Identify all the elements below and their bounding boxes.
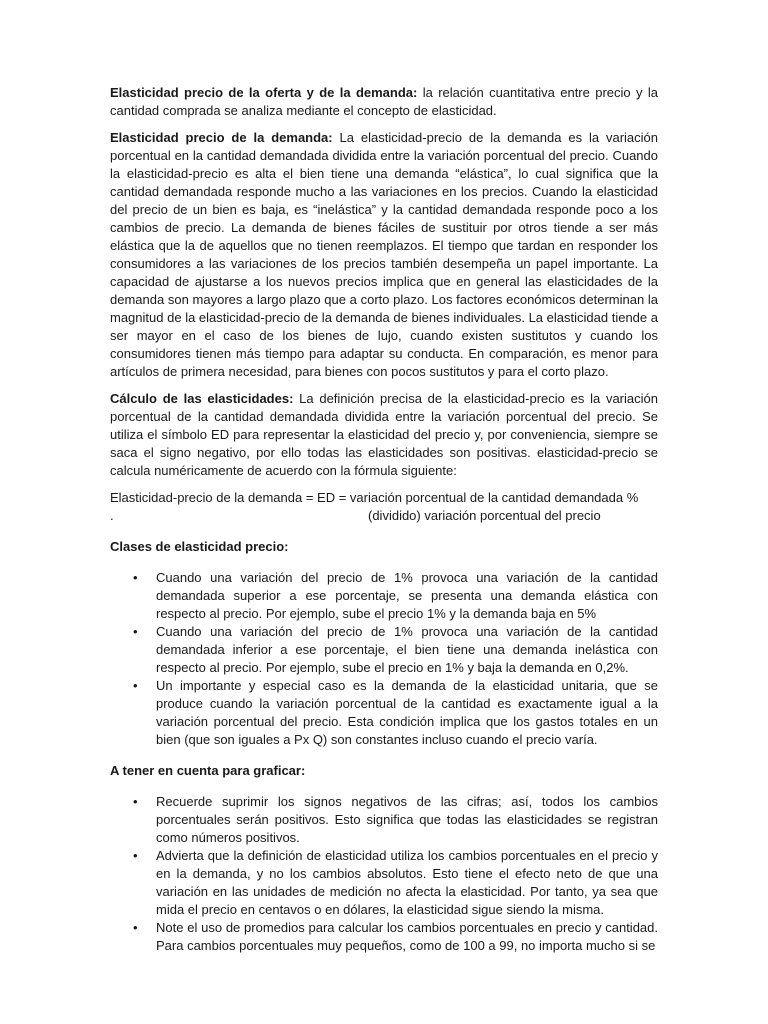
list-tener-en-cuenta — [110, 793, 658, 955]
formula-second-line — [110, 507, 658, 525]
formula-denominator: (dividido) variación porcentual del precio — [368, 508, 601, 523]
heading-clases-elasticidad: Clases de elasticidad precio: — [110, 539, 289, 554]
list-item-text: Advierta que la definición de elasticidad utiliza los cambios porcentuales en el precio y en la demanda, y no los cambios absolutos. Esto tiene el efecto neto de que una variación en las unidades de medición no afecta la elasticidad. Por tanto, ya sea que mida el precio en centavos o en dólares, la elasticidad sigue siendo la misma. — [156, 848, 658, 917]
formula — [110, 489, 658, 525]
list-item-text: Un importante y especial caso es la demanda de la elasticidad unitaria, que se produce cuando la variación porcentual de la cantidad es exactamente igual a la variación porcentual del precio. Esta condición implica que los gastos totales en un bien (que son iguales a Px Q) son constantes incluso cuando el precio varía. — [156, 678, 658, 747]
list-item — [110, 569, 658, 623]
bullet-icon: • — [133, 848, 138, 863]
list-item-text: Note el uso de promedios para calcular los cambios porcentuales en precio y cantidad. Para cambios porcentuales muy pequeños, como de 100 a 99, no importa mucho si se — [156, 920, 658, 953]
list-item — [110, 677, 658, 749]
list-item-text: Cuando una variación del precio de 1% provoca una variación de la cantidad demandada superior a ese porcentaje, se presenta una demanda elástica con respecto al precio. Por ejemplo, sube el precio 1% y la demanda baja en 5% — [156, 570, 658, 621]
paragraph-elasticidad-demanda — [110, 129, 658, 381]
document-page — [110, 84, 658, 968]
heading-tener-en-cuenta: A tener en cuenta para graficar: — [110, 763, 306, 778]
paragraph-calculo-elasticidades — [110, 390, 658, 480]
paragraph-body: la relación cuantitativa entre precio y la cantidad comprada se analiza mediante el concepto de elasticidad. — [110, 85, 658, 118]
bullet-icon: • — [133, 570, 138, 585]
paragraph-lead: Cálculo de las elasticidades: — [110, 391, 294, 406]
list-item — [110, 623, 658, 677]
list-item-text: Cuando una variación del precio de 1% provoca una variación de la cantidad demandada inferior a ese porcentaje, el bien tiene una demanda inelástica con respecto al precio. Por ejemplo, sube el precio en 1% y baja la demanda en 0,2%. — [156, 624, 658, 675]
list-item — [110, 847, 658, 919]
list-item — [110, 919, 658, 955]
list-clases-elasticidad — [110, 569, 658, 749]
list-item — [110, 793, 658, 847]
list-item-text: Recuerde suprimir los signos negativos de las cifras; así, todos los cambios porcentuales serán positivos. Esto significa que todas las elasticidades se registran como números positivos. — [156, 794, 658, 845]
bullet-icon: • — [133, 624, 138, 639]
formula-dot: . — [110, 508, 114, 523]
bullet-icon: • — [133, 794, 138, 809]
paragraph-body: La definición precisa de la elasticidad-precio es la variación porcentual de la cantidad demandada dividida entre la variación porcentual del precio. Se utiliza el símbolo ED para representar la elasticidad del precio y, por conveniencia, siempre se saca el signo negativo, por ello todas las elasticidades son positivas. elasticidad-precio se calcula numéricamente de acuerdo con la fórmula siguiente: — [110, 391, 658, 478]
paragraph-lead: Elasticidad precio de la demanda: — [110, 130, 333, 145]
paragraph-elasticidad-oferta-demanda — [110, 84, 658, 120]
paragraph-lead: Elasticidad precio de la oferta y de la demanda: — [110, 85, 418, 100]
bullet-icon: • — [133, 678, 138, 693]
formula-numerator: Elasticidad-precio de la demanda = ED = variación porcentual de la cantidad demandada % — [110, 490, 639, 505]
bullet-icon: • — [133, 920, 138, 935]
paragraph-body: La elasticidad-precio de la demanda es la variación porcentual en la cantidad demandada dividida entre la variación porcentual del precio. Cuando la elasticidad-precio es alta el bien tiene una demanda “elástica”, lo cual significa que la cantidad demandada responde mucho a las variaciones en los precios. Cuando la elasticidad del precio de un bien es baja, es “inelástica” y la cantidad demandada responde poco a los cambios de precio. La demanda de bienes fáciles de sustituir por otros tiende a ser más elástica que la de aquellos que no tienen reemplazos. El tiempo que tardan en responder los consumidores a las variaciones de los precios también desempeña un papel importante. La capacidad de ajustarse a los nuevos precios implica que en general las elasticidades de la demanda son mayores a largo plazo que a corto plazo. Los factores económicos determinan la magnitud de la elasticidad-precio de la demanda de bienes individuales. La elasticidad tiende a ser mayor en el caso de los bienes de lujo, cuando existen sustitutos y cuando los consumidores tienen más tiempo para adaptar su conducta. En comparación, es menor para artículos de primera necesidad, para bienes con pocos sustitutos y para el corto plazo. — [110, 130, 659, 379]
